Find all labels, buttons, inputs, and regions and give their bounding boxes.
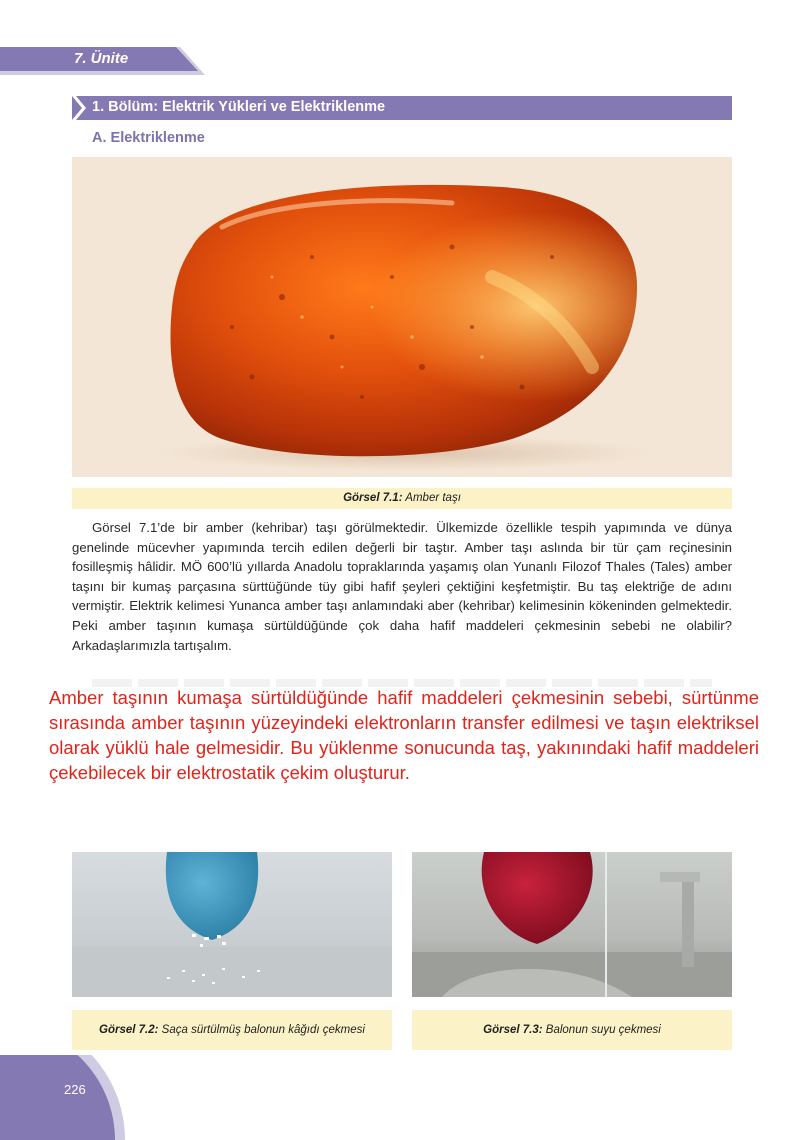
page-corner-decoration (0, 1055, 130, 1140)
figure-caption-left (72, 1010, 392, 1050)
caption-label: Görsel 7.2: (99, 1024, 159, 1036)
amber-stone-photo (72, 157, 732, 477)
balloon-paper-photo (72, 852, 392, 997)
figure-caption-main (72, 488, 732, 509)
balloon-water-photo (412, 852, 732, 997)
body-paragraph: Görsel 7.1’de bir amber (kehribar) taşı görülmektedir. Ülkemizde özellikle tespih yapımında ve dünya genelinde mücevher yapımında tercih edilen değerli bir taştır. Amber taşı aslında bir tür çam reçinesinin fosilleşmiş hâlidir. MÖ 600’lü yıllarda Anadolu topraklarında yaşamış olan Yunanlı Filozof Thales (Tales) amber taşını bir kumaş parçasına sürttüğünde tüy gibi hafif şeyleri çektiğini keşfetmiştir. Bu taş elektriğe de adını vermiştir. Elektrik kelimesi Yunanca amber taşı anlamındaki aber (kehribar) kelimesinin kökeninden gelmektedir. Peki amber taşının kumaşa sürtüldüğünde çok daha hafif maddeleri çekmesinin sebebi ne olabilir? Arkadaşlarımızla tartışalım. (72, 520, 732, 653)
unit-label: 7. Ünite (74, 50, 129, 67)
caption-text: Saça sürtülmüş balonun kâğıdı çekmesi (158, 1024, 365, 1036)
caption-label: Görsel 7.3: (483, 1024, 543, 1036)
caption-text: Balonun suyu çekmesi (542, 1024, 661, 1036)
subheading: A. Elektriklenme (92, 130, 205, 146)
caption-label: Görsel 7.1: (343, 492, 403, 504)
section-title: 1. Bölüm: Elektrik Yükleri ve Elektriklenme (92, 99, 386, 115)
figure-caption-right (412, 1010, 732, 1050)
section-header-bar (72, 96, 732, 120)
page-number: 226 (64, 1082, 86, 1097)
caption-text: Amber taşı (402, 492, 461, 504)
answer-text: Amber taşının kumaşa sürtüldüğünde hafif maddeleri çekmesinin sebebi, sürtünme sırasında amber taşının yüzeyindeki elektronların transfer edilmesi ve taşın elektriksel olarak yüklü hale gelmesidir. Bu yüklenme sonucunda taş, yakınındaki hafif maddeleri çekebilecek bir elektrostatik çekim oluşturur. (49, 687, 759, 783)
chevron-right-icon (72, 96, 88, 120)
